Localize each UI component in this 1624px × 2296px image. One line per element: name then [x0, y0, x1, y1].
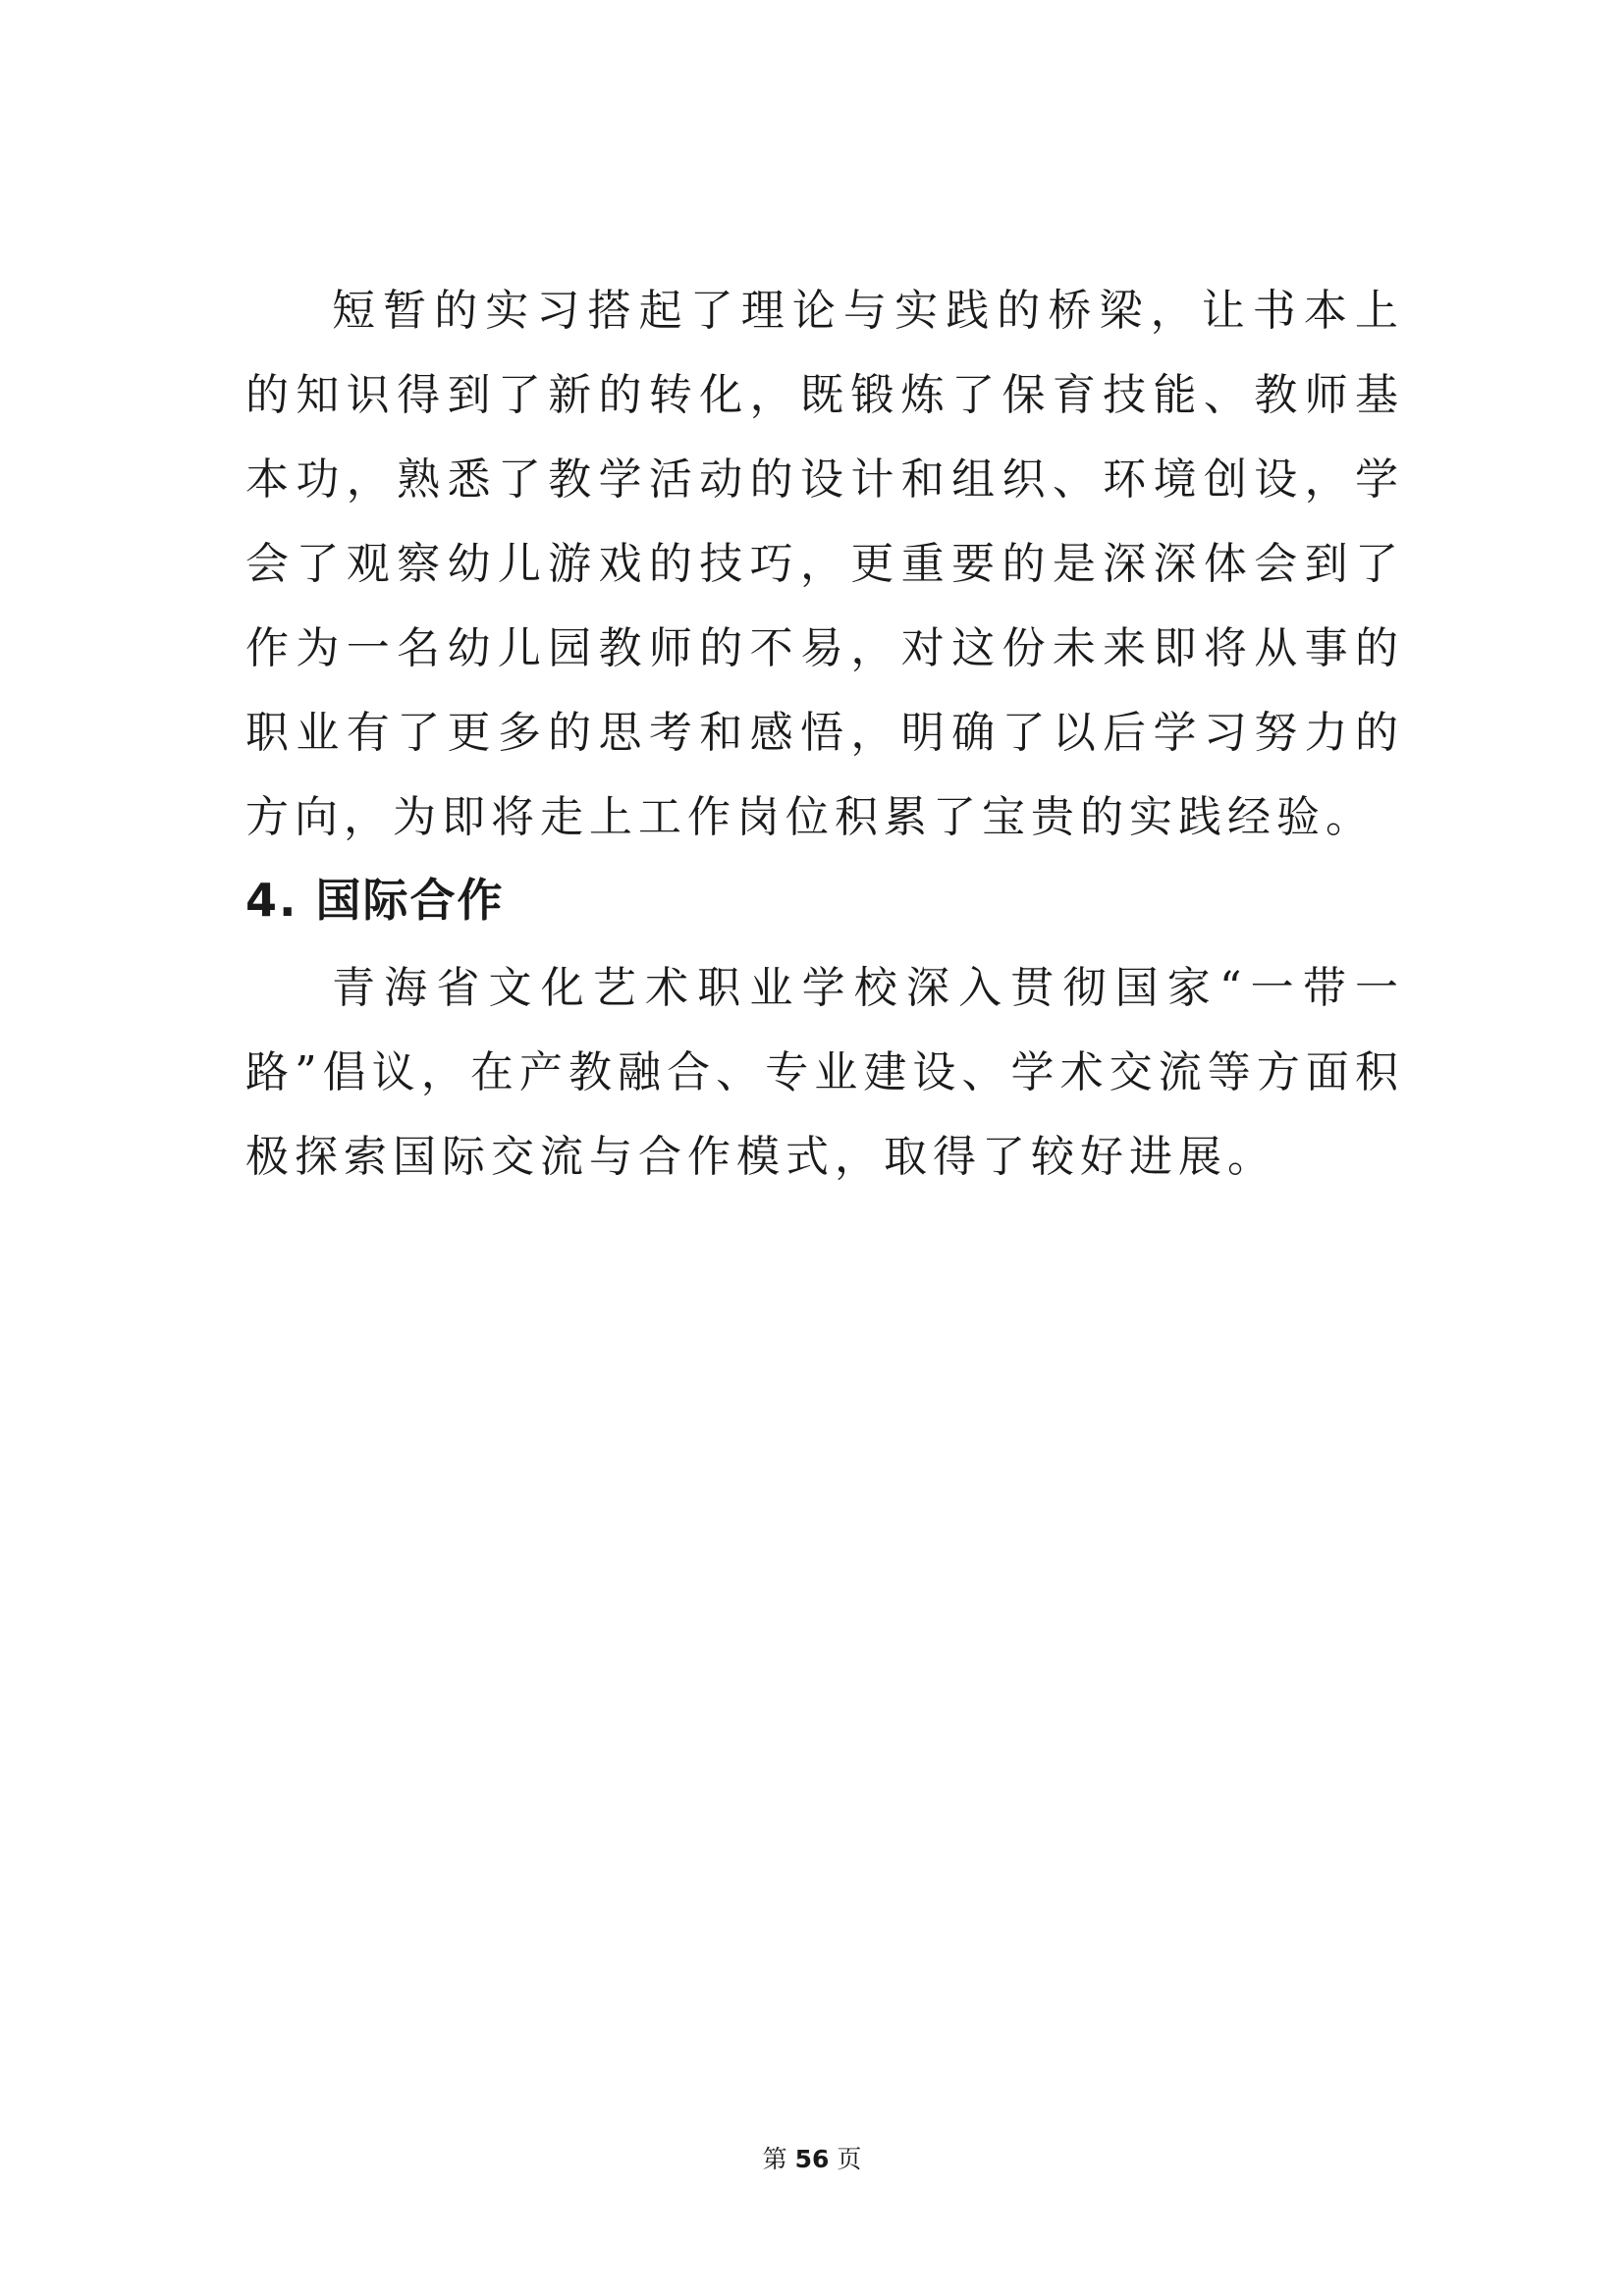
page-number-suffix: 页 — [837, 2145, 862, 2173]
paragraph-international-cooperation: 青海省文化艺术职业学校深入贯彻国家“一带一路”倡议，在产教融合、专业建设、学术交流等方面积极探索国际交流与合作模式，取得了较好进展。 — [245, 963, 1404, 1182]
section-heading-international-cooperation: 4. 国际合作 — [245, 874, 505, 927]
paragraph-internship-summary: 短暂的实习搭起了理论与实践的桥梁，让书本上的知识得到了新的转化，既锻炼了保育技能、教师基本功，熟悉了教学活动的设计和组织、环境创设，学会了观察幼儿游戏的技巧，更重要的是深深体会到了作为一名幼儿园教师的不易，对这份未来即将从事的职业有了更多的思考和感悟，明确了以后学习努力的方向，为即将走上工作岗位积累了宝贵的实践经验。 — [245, 286, 1404, 842]
page-number: 56 — [794, 2145, 830, 2173]
document-body — [245, 269, 1404, 1200]
page-footer — [0, 2144, 1624, 2175]
page-number-prefix: 第 — [762, 2145, 787, 2173]
